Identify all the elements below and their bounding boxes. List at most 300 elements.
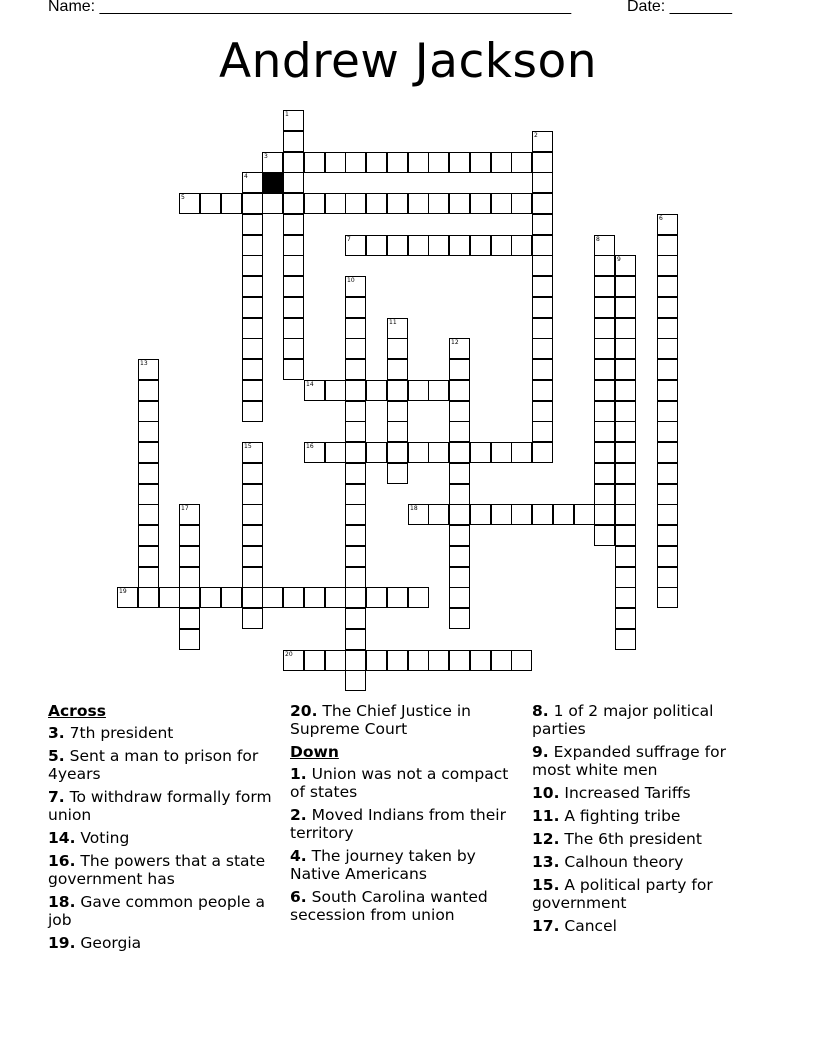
- grid-cell[interactable]: [304, 650, 325, 671]
- grid-cell[interactable]: [594, 380, 615, 401]
- grid-cell[interactable]: [408, 650, 429, 671]
- grid-cell[interactable]: [345, 546, 366, 567]
- grid-cell[interactable]: [428, 442, 449, 463]
- down-clue: [532, 853, 767, 871]
- grid-cell[interactable]: [387, 650, 408, 671]
- grid-cell[interactable]: [242, 235, 263, 256]
- grid-cell[interactable]: [408, 152, 429, 173]
- across-clue: [290, 702, 525, 738]
- grid-cell[interactable]: [325, 587, 346, 608]
- grid-cell[interactable]: [532, 297, 553, 318]
- grid-cell[interactable]: [304, 587, 325, 608]
- grid-cell[interactable]: [138, 567, 159, 588]
- grid-cell[interactable]: [470, 193, 491, 214]
- across-clue: [48, 934, 283, 952]
- grid-cell[interactable]: [470, 504, 491, 525]
- grid-cell[interactable]: [138, 442, 159, 463]
- grid-cell[interactable]: [491, 152, 512, 173]
- grid-cell[interactable]: [179, 629, 200, 650]
- grid-cell[interactable]: [657, 421, 678, 442]
- clue-number-label: 1: [285, 111, 289, 118]
- grid-cell[interactable]: [511, 504, 532, 525]
- grid-cell[interactable]: [491, 193, 512, 214]
- grid-cell[interactable]: [657, 255, 678, 276]
- clue-text: The journey taken by Native Americans: [290, 847, 476, 883]
- clue-text: Calhoun theory: [564, 853, 684, 871]
- grid-cell[interactable]: [242, 463, 263, 484]
- grid-cell[interactable]: [345, 587, 366, 608]
- grid-cell[interactable]: [345, 484, 366, 505]
- grid-cell[interactable]: [408, 442, 429, 463]
- grid-cell[interactable]: [138, 484, 159, 505]
- grid-cell[interactable]: [366, 650, 387, 671]
- grid-cell[interactable]: [138, 587, 159, 608]
- clue-number: 15.: [532, 876, 560, 894]
- across-clue: [48, 829, 283, 847]
- clue-number: 6.: [290, 888, 307, 906]
- clue-number-label: 4: [244, 173, 248, 180]
- grid-cell[interactable]: [657, 276, 678, 297]
- grid-cell[interactable]: [387, 421, 408, 442]
- grid-cell[interactable]: [657, 567, 678, 588]
- grid-cell[interactable]: [345, 463, 366, 484]
- grid-cell[interactable]: [491, 235, 512, 256]
- grid-cell[interactable]: [283, 338, 304, 359]
- grid-cell[interactable]: [615, 421, 636, 442]
- grid-cell[interactable]: [283, 297, 304, 318]
- clue-number: 2.: [290, 806, 307, 824]
- grid-cell[interactable]: [449, 359, 470, 380]
- grid-cell[interactable]: [594, 401, 615, 422]
- grid-cell[interactable]: [221, 587, 242, 608]
- grid-cell[interactable]: [242, 276, 263, 297]
- grid-cell[interactable]: [615, 525, 636, 546]
- grid-cell[interactable]: [242, 380, 263, 401]
- down-clue: [290, 806, 525, 842]
- grid-cell[interactable]: [470, 650, 491, 671]
- grid-cell[interactable]: [304, 193, 325, 214]
- grid-cell[interactable]: [657, 338, 678, 359]
- grid-cell[interactable]: [366, 193, 387, 214]
- clue-number: 1.: [290, 765, 307, 783]
- grid-cell[interactable]: [304, 152, 325, 173]
- grid-cell[interactable]: [387, 359, 408, 380]
- grid-cell[interactable]: [242, 504, 263, 525]
- grid-cell[interactable]: [657, 546, 678, 567]
- grid-cell[interactable]: [532, 504, 553, 525]
- grid-cell[interactable]: [553, 504, 574, 525]
- grid-cell[interactable]: [594, 276, 615, 297]
- grid-cell[interactable]: [366, 380, 387, 401]
- grid-cell[interactable]: [428, 152, 449, 173]
- grid-cell[interactable]: [387, 235, 408, 256]
- grid-cell[interactable]: [657, 525, 678, 546]
- grid-cell[interactable]: [387, 152, 408, 173]
- grid-cell[interactable]: [242, 608, 263, 629]
- grid-cell[interactable]: [491, 650, 512, 671]
- grid-cell[interactable]: [657, 380, 678, 401]
- clues-column-right: [532, 702, 767, 940]
- grid-cell[interactable]: [532, 235, 553, 256]
- clue-number: 7.: [48, 788, 65, 806]
- grid-cell[interactable]: [138, 504, 159, 525]
- grid-cell[interactable]: [470, 235, 491, 256]
- grid-cell[interactable]: [532, 401, 553, 422]
- grid-cell[interactable]: [345, 650, 366, 671]
- grid-cell[interactable]: [262, 193, 283, 214]
- clue-number: 12.: [532, 830, 560, 848]
- grid-cell[interactable]: [179, 525, 200, 546]
- grid-cell[interactable]: [615, 380, 636, 401]
- clue-text: Union was not a compact of states: [290, 765, 509, 801]
- clue-number-label: 7: [347, 236, 351, 243]
- grid-cell[interactable]: [138, 546, 159, 567]
- grid-cell[interactable]: [511, 235, 532, 256]
- grid-cell[interactable]: [345, 629, 366, 650]
- clue-text: 7th president: [69, 724, 174, 742]
- grid-cell[interactable]: [532, 255, 553, 276]
- clue-text: Sent a man to prison for 4years: [48, 747, 259, 783]
- clue-number-label: 6: [659, 215, 663, 222]
- grid-cell[interactable]: [345, 670, 366, 691]
- grid-cell[interactable]: [532, 318, 553, 339]
- grid-cell[interactable]: [615, 587, 636, 608]
- grid-cell[interactable]: [657, 463, 678, 484]
- grid-cell[interactable]: [532, 338, 553, 359]
- grid-cell[interactable]: [242, 338, 263, 359]
- grid-cell[interactable]: [345, 359, 366, 380]
- grid-cell[interactable]: [408, 235, 429, 256]
- grid-cell[interactable]: [428, 650, 449, 671]
- grid-cell[interactable]: [325, 152, 346, 173]
- grid-cell[interactable]: [657, 235, 678, 256]
- clue-number-label: 15: [244, 443, 252, 450]
- clue-number-label: 14: [306, 381, 314, 388]
- clue-text: South Carolina wanted secession from union: [290, 888, 488, 924]
- down-clue: [290, 765, 525, 801]
- grid-cell[interactable]: [345, 318, 366, 339]
- grid-cell[interactable]: [345, 297, 366, 318]
- grid-cell[interactable]: [283, 359, 304, 380]
- grid-cell[interactable]: [387, 380, 408, 401]
- grid-cell[interactable]: [594, 484, 615, 505]
- grid-cell[interactable]: [345, 380, 366, 401]
- grid-cell[interactable]: [387, 401, 408, 422]
- grid-cell[interactable]: [242, 255, 263, 276]
- clue-text: The 6th president: [564, 830, 702, 848]
- grid-cell[interactable]: [242, 567, 263, 588]
- grid-cell[interactable]: [615, 338, 636, 359]
- grid-cell[interactable]: [594, 318, 615, 339]
- grid-cell[interactable]: [283, 214, 304, 235]
- grid-cell[interactable]: [283, 318, 304, 339]
- grid-cell[interactable]: [242, 297, 263, 318]
- grid-cell[interactable]: [594, 525, 615, 546]
- grid-cell[interactable]: [345, 608, 366, 629]
- grid-cell[interactable]: [283, 235, 304, 256]
- grid-cell[interactable]: [242, 525, 263, 546]
- grid-cell[interactable]: [262, 587, 283, 608]
- grid-cell[interactable]: [387, 587, 408, 608]
- grid-cell[interactable]: [615, 484, 636, 505]
- grid-cell[interactable]: [428, 235, 449, 256]
- clue-number-label: 13: [140, 360, 148, 367]
- grid-cell[interactable]: [325, 442, 346, 463]
- clue-number: 14.: [48, 829, 76, 847]
- grid-cell[interactable]: [449, 421, 470, 442]
- grid-cell[interactable]: [511, 152, 532, 173]
- grid-cell[interactable]: [242, 214, 263, 235]
- grid-cell[interactable]: [138, 525, 159, 546]
- grid-cell[interactable]: [532, 172, 553, 193]
- clue-number: 5.: [48, 747, 65, 765]
- grid-cell[interactable]: [449, 525, 470, 546]
- grid-cell[interactable]: [345, 525, 366, 546]
- grid-cell[interactable]: [511, 193, 532, 214]
- grid-cell[interactable]: [615, 463, 636, 484]
- grid-cell[interactable]: [221, 193, 242, 214]
- down-heading: Down: [290, 743, 339, 761]
- grid-cell[interactable]: [449, 504, 470, 525]
- clue-number: 8.: [532, 702, 549, 720]
- grid-cell[interactable]: [283, 131, 304, 152]
- clue-text: Georgia: [80, 934, 142, 952]
- grid-cell[interactable]: [408, 193, 429, 214]
- grid-cell[interactable]: [449, 567, 470, 588]
- grid-cell[interactable]: [242, 587, 263, 608]
- grid-cell[interactable]: [615, 504, 636, 525]
- across-heading: Across: [48, 702, 106, 720]
- down-clue: [290, 888, 525, 924]
- grid-cell[interactable]: [449, 442, 470, 463]
- grid-cell[interactable]: [179, 587, 200, 608]
- down-clue: [290, 847, 525, 883]
- grid-cell[interactable]: [159, 587, 180, 608]
- grid-cell[interactable]: [532, 214, 553, 235]
- grid-cell[interactable]: [532, 359, 553, 380]
- grid-cell[interactable]: [615, 442, 636, 463]
- grid-cell[interactable]: [491, 504, 512, 525]
- grid-cell[interactable]: [242, 401, 263, 422]
- down-clue: [532, 702, 767, 738]
- grid-cell[interactable]: [594, 421, 615, 442]
- grid-cell[interactable]: [345, 152, 366, 173]
- grid-cell[interactable]: [449, 650, 470, 671]
- grid-cell[interactable]: [387, 442, 408, 463]
- grid-cell[interactable]: [449, 587, 470, 608]
- clue-number-label: 8: [596, 236, 600, 243]
- grid-cell[interactable]: [594, 255, 615, 276]
- grid-cell[interactable]: [449, 401, 470, 422]
- grid-cell[interactable]: [657, 401, 678, 422]
- grid-cell[interactable]: [594, 297, 615, 318]
- grid-cell[interactable]: [325, 193, 346, 214]
- grid-cell[interactable]: [345, 421, 366, 442]
- clue-text: To withdraw formally form union: [48, 788, 272, 824]
- grid-cell[interactable]: [594, 463, 615, 484]
- grid-cell[interactable]: [449, 546, 470, 567]
- grid-cell[interactable]: [345, 401, 366, 422]
- grid-cell[interactable]: [138, 421, 159, 442]
- clue-number-label: 10: [347, 277, 355, 284]
- clue-number: 4.: [290, 847, 307, 865]
- grid-cell[interactable]: [449, 380, 470, 401]
- grid-cell[interactable]: [242, 318, 263, 339]
- grid-cell[interactable]: [325, 380, 346, 401]
- grid-cell[interactable]: [511, 442, 532, 463]
- down-clue: [532, 743, 767, 779]
- across-clue: [48, 893, 283, 929]
- clue-number: 9.: [532, 743, 549, 761]
- grid-cell[interactable]: [657, 484, 678, 505]
- grid-cell[interactable]: [179, 546, 200, 567]
- grid-cell[interactable]: [200, 587, 221, 608]
- grid-cell[interactable]: [574, 504, 595, 525]
- grid-cell[interactable]: [594, 504, 615, 525]
- clue-number-label: 17: [181, 505, 189, 512]
- grid-cell[interactable]: [657, 504, 678, 525]
- down-clue: [532, 807, 767, 825]
- grid-cell[interactable]: [594, 338, 615, 359]
- grid-cell[interactable]: [428, 380, 449, 401]
- grid-cell[interactable]: [449, 235, 470, 256]
- grid-cell[interactable]: [615, 567, 636, 588]
- clue-number: 20.: [290, 702, 318, 720]
- grid-cell[interactable]: [283, 255, 304, 276]
- clue-number-label: 19: [119, 588, 127, 595]
- grid-cell[interactable]: [345, 567, 366, 588]
- grid-cell[interactable]: [138, 463, 159, 484]
- grid-cell[interactable]: [657, 318, 678, 339]
- grid-cell[interactable]: [408, 380, 429, 401]
- clue-number-label: 16: [306, 443, 314, 450]
- clue-text: A political party for government: [532, 876, 713, 912]
- clue-text: A fighting tribe: [564, 807, 681, 825]
- grid-cell[interactable]: [532, 193, 553, 214]
- grid-cell[interactable]: [511, 650, 532, 671]
- grid-cell[interactable]: [366, 442, 387, 463]
- down-clue: [532, 876, 767, 912]
- grid-cell[interactable]: [283, 276, 304, 297]
- down-clue: [532, 784, 767, 802]
- grid-cell[interactable]: [242, 359, 263, 380]
- grid-cell[interactable]: [657, 297, 678, 318]
- grid-cell[interactable]: [345, 504, 366, 525]
- grid-cell[interactable]: [491, 442, 512, 463]
- puzzle-title: Andrew Jackson: [218, 34, 598, 89]
- clue-text: The powers that a state government has: [48, 852, 266, 888]
- grid-cell[interactable]: [532, 276, 553, 297]
- grid-cell[interactable]: [657, 587, 678, 608]
- down-clue: [532, 917, 767, 935]
- grid-cell[interactable]: [138, 380, 159, 401]
- grid-cell[interactable]: [615, 359, 636, 380]
- grid-cell[interactable]: [470, 152, 491, 173]
- grid-cell[interactable]: [594, 442, 615, 463]
- date-field-label: Date: _______: [627, 0, 732, 15]
- clue-text: Cancel: [564, 917, 617, 935]
- grid-cell[interactable]: [449, 463, 470, 484]
- clue-text: The Chief Justice in Supreme Court: [290, 702, 472, 738]
- grid-cell[interactable]: [179, 608, 200, 629]
- grid-cell[interactable]: [408, 587, 429, 608]
- clue-number: 10.: [532, 784, 560, 802]
- grid-cell[interactable]: [387, 463, 408, 484]
- grid-cell[interactable]: [242, 484, 263, 505]
- across-clue: [48, 788, 283, 824]
- clue-number: 17.: [532, 917, 560, 935]
- grid-cell[interactable]: [138, 401, 159, 422]
- grid-cell[interactable]: [345, 442, 366, 463]
- grid-cell[interactable]: [428, 193, 449, 214]
- grid-cell[interactable]: [366, 587, 387, 608]
- clue-number-label: 20: [285, 651, 293, 658]
- grid-cell[interactable]: [345, 193, 366, 214]
- grid-cell[interactable]: [532, 421, 553, 442]
- grid-cell[interactable]: [615, 276, 636, 297]
- grid-cell[interactable]: [615, 608, 636, 629]
- across-clue: [48, 852, 283, 888]
- grid-cell[interactable]: [283, 172, 304, 193]
- grid-cell[interactable]: [387, 193, 408, 214]
- grid-cell[interactable]: [179, 567, 200, 588]
- grid-cell[interactable]: [615, 401, 636, 422]
- grid-cell[interactable]: [345, 338, 366, 359]
- grid-cell[interactable]: [283, 193, 304, 214]
- grid-cell[interactable]: [594, 359, 615, 380]
- clue-number-label: 5: [181, 194, 185, 201]
- across-clue: [48, 724, 283, 742]
- grid-cell[interactable]: [470, 442, 491, 463]
- clue-number: 19.: [48, 934, 76, 952]
- clue-text: Increased Tariffs: [564, 784, 691, 802]
- grid-cell[interactable]: [283, 587, 304, 608]
- grid-cell[interactable]: [532, 380, 553, 401]
- clue-number: 11.: [532, 807, 560, 825]
- grid-cell[interactable]: [449, 152, 470, 173]
- grid-cell[interactable]: [615, 546, 636, 567]
- clue-number: 13.: [532, 853, 560, 871]
- grid-cell[interactable]: [657, 442, 678, 463]
- clue-number-label: 11: [389, 319, 397, 326]
- grid-cell[interactable]: [283, 152, 304, 173]
- grid-cell[interactable]: [615, 318, 636, 339]
- grid-cell[interactable]: [366, 152, 387, 173]
- grid-cell[interactable]: [532, 152, 553, 173]
- clue-text: Expanded suffrage for most white men: [532, 743, 726, 779]
- grid-cell[interactable]: [449, 608, 470, 629]
- grid-cell[interactable]: [200, 193, 221, 214]
- grid-cell[interactable]: [366, 235, 387, 256]
- grid-cell[interactable]: [657, 359, 678, 380]
- grid-cell[interactable]: [387, 338, 408, 359]
- grid-cell[interactable]: [325, 650, 346, 671]
- grid-cell[interactable]: [615, 629, 636, 650]
- grid-cell[interactable]: [242, 546, 263, 567]
- grid-cell[interactable]: [532, 442, 553, 463]
- grid-cell[interactable]: [615, 297, 636, 318]
- grid-cell[interactable]: [449, 484, 470, 505]
- clues-column-middle: [290, 702, 525, 929]
- clues-column-left: [48, 702, 283, 957]
- clue-number-label: 9: [617, 256, 621, 263]
- across-clue: [48, 747, 283, 783]
- grid-cell[interactable]: [242, 193, 263, 214]
- clue-number: 18.: [48, 893, 76, 911]
- grid-cell[interactable]: [449, 193, 470, 214]
- clue-text: Moved Indians from their territory: [290, 806, 506, 842]
- grid-cell[interactable]: [428, 504, 449, 525]
